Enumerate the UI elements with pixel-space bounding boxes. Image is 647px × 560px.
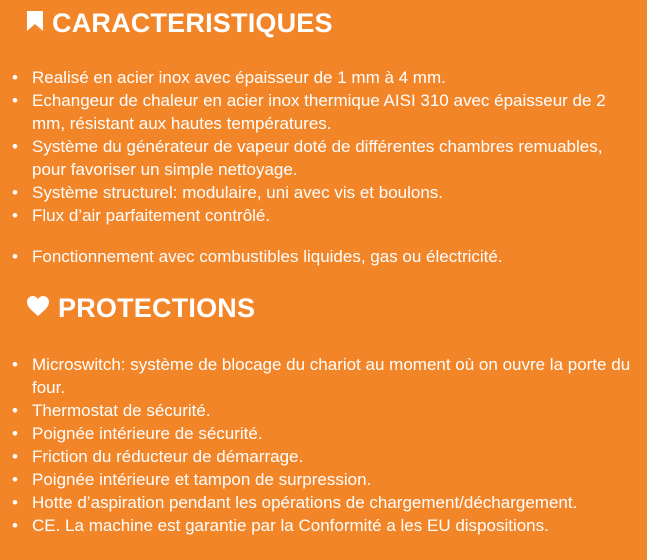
list-item: • Hotte d’aspiration pendant les opérations de chargement/déchargement.: [12, 493, 578, 512]
list-item: • Système structurel: modulaire, uni avec vis et boulons.: [12, 183, 444, 202]
list-item: • Realisé en acier inox avec épaisseur de 1 mm à 4 mm.: [12, 68, 446, 87]
section-title: CARACTERISTIQUES: [52, 8, 333, 38]
list-item: • Fonctionnement avec combustibles liquides, gas ou électricité.: [12, 247, 503, 266]
list-item: • Système du générateur de vapeur doté de différentes chambres remuables, pour favoriser un simple nettoyage.: [12, 137, 603, 179]
list-item: • Friction du réducteur de démarrage.: [12, 447, 304, 466]
section-heading-protections: [26, 293, 255, 324]
list-item: • Microswitch: système de blocage du chariot au moment où on ouvre la porte du four.: [12, 355, 631, 397]
protections-list: [10, 353, 639, 537]
bookmark-icon: [26, 8, 44, 39]
heart-icon: [26, 293, 50, 324]
list-item: • Poignée intérieure et tampon de surpression.: [12, 470, 372, 489]
list-item: • CE. La machine est garantie par la Conformité a les EU dispositions.: [12, 516, 549, 535]
caracteristiques-list: [10, 66, 639, 268]
list-item: • Flux d’air parfaitement contrôlé.: [12, 206, 271, 225]
list-item: • Poignée intérieure de sécurité.: [12, 424, 263, 443]
section-heading-caracteristiques: [26, 8, 333, 39]
section-title: PROTECTIONS: [58, 293, 256, 323]
list-item: • Echangeur de chaleur en acier inox thermique AISI 310 avec épaisseur de 2 mm, résistant aux hautes températures.: [12, 91, 606, 133]
list-item: • Thermostat de sécurité.: [12, 401, 211, 420]
